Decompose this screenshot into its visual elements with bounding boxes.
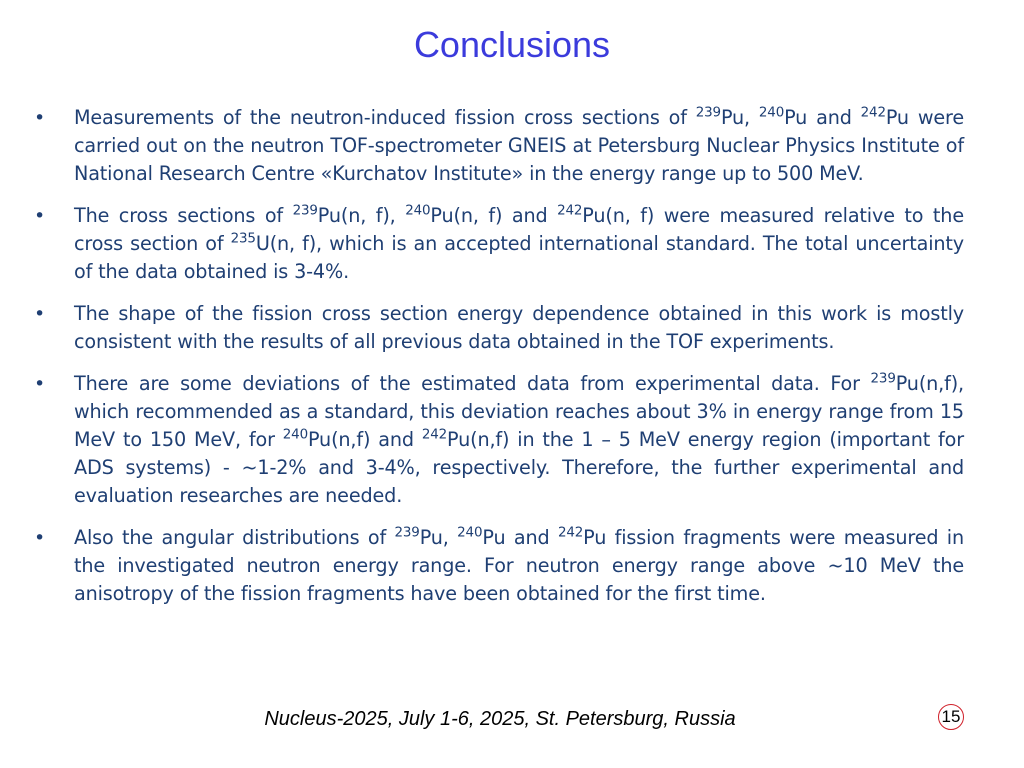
- bullet-text: Also the angular distributions of: [74, 526, 395, 549]
- list-item: [34, 370, 964, 510]
- isotope-superscript: 240: [758, 105, 785, 121]
- bullet-text: Pu fission fragments were measured in the investigated neutron energy range. For neutron energy range above ~10 MeV the anisotropy of the fission fragments have been obtained for the first time.: [74, 526, 965, 605]
- list-item: [34, 104, 964, 188]
- bullet-icon: •: [34, 527, 46, 549]
- conference-footer: Nucleus-2025, July 1-6, 2025, St. Petersburg, Russia: [264, 708, 736, 730]
- isotope-superscript: 242: [557, 203, 583, 219]
- bullet-text: Measurements of the neutron-induced fission cross sections of: [74, 106, 696, 129]
- isotope-superscript: 242: [860, 105, 886, 121]
- bullet-text: Pu(n, f) and: [430, 204, 558, 227]
- bullet-text: The shape of the fission cross section energy dependence obtained in this work is mostly consistent with the results of all previous data obtained in the TOF experiments.: [74, 302, 964, 353]
- isotope-superscript: 242: [421, 427, 448, 443]
- isotope-superscript: 240: [282, 427, 308, 443]
- page-number-badge: 15: [938, 704, 964, 730]
- bullet-text: Pu(n, f),: [317, 204, 406, 227]
- isotope-superscript: 235: [230, 231, 256, 247]
- conclusions-list: [34, 104, 964, 622]
- bullet-text: Pu,: [720, 106, 759, 129]
- bullet-text: Pu and: [784, 106, 861, 129]
- list-item: [34, 202, 964, 286]
- bullet-text: Pu and: [482, 526, 558, 549]
- bullet-text: Pu(n, f) were measured relative to the cross section of: [74, 204, 964, 255]
- list-item: [34, 300, 964, 356]
- bullet-icon: •: [34, 303, 46, 325]
- bullet-text: Pu,: [419, 526, 458, 549]
- isotope-superscript: 239: [870, 371, 896, 387]
- bullet-icon: •: [34, 205, 46, 227]
- isotope-superscript: 240: [405, 203, 431, 219]
- isotope-superscript: 239: [292, 203, 318, 219]
- bullet-text: There are some deviations of the estimated data from experimental data. For: [74, 372, 871, 395]
- isotope-superscript: 242: [557, 525, 584, 541]
- bullet-text: Pu(n,f) and: [307, 428, 422, 451]
- bullet-text: Pu(n,f) in the 1 – 5 MeV energy region (important for ADS systems) - ~1-2% and 3-4%, respectively. Therefore, the further experimental and evaluation researches are needed.: [74, 428, 964, 507]
- isotope-superscript: 239: [695, 105, 721, 121]
- list-item: [34, 524, 964, 608]
- bullet-icon: •: [34, 107, 46, 129]
- isotope-superscript: 240: [457, 525, 483, 541]
- bullet-text: The cross sections of: [74, 204, 293, 227]
- bullet-text: U(n, f), which is an accepted international standard. The total uncertainty of the data obtained is 3-4%.: [74, 232, 964, 283]
- bullet-icon: •: [34, 373, 46, 395]
- bullet-text: Pu(n,f), which recommended as a standard, this deviation reaches about 3% in energy range from 15 MeV to 150 MeV, for: [74, 372, 964, 451]
- slide-title: Conclusions: [413, 24, 611, 65]
- isotope-superscript: 239: [394, 525, 420, 541]
- bullet-text: Pu were carried out on the neutron TOF-spectrometer GNEIS at Petersburg Nuclear Physics Institute of National Research Centre «Kurchatov Institute» in the energy range up to 500 MeV.: [74, 106, 965, 185]
